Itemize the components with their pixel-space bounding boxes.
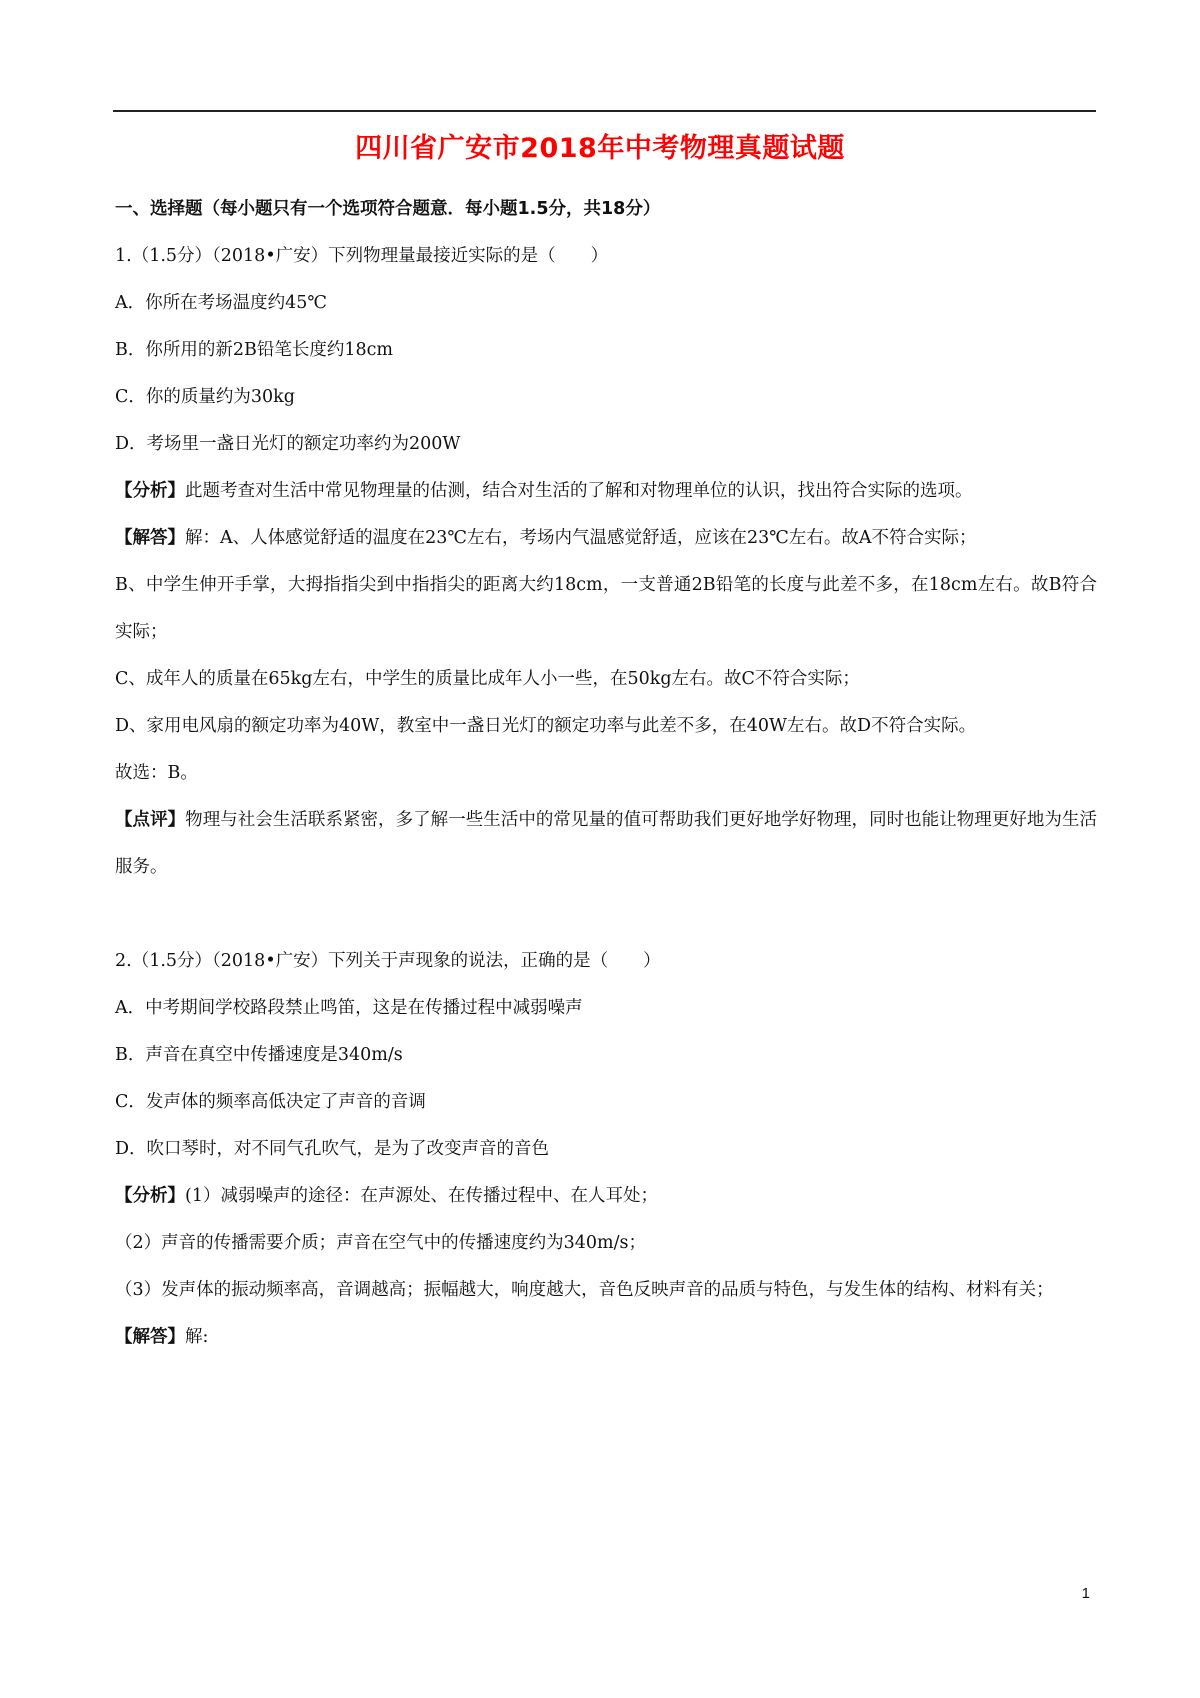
analysis-tag: 【分析】 — [115, 1186, 185, 1206]
answer-text: 解: — [185, 1327, 209, 1347]
answer-tag: 【解答】 — [115, 1327, 185, 1347]
analysis-paragraph: （3）发声体的振动频率高，音调越高；振幅越大，响度越大，音色反映声音的品质与特色，与发生体的结构、材料有关； — [115, 1280, 1054, 1300]
question-stem: 1.（1.5分）（2018•广安）下列物理量最接近实际的是（ ） — [115, 246, 609, 266]
analysis-paragraph — [115, 1173, 1097, 1220]
answer-paragraph: B、中学生伸开手掌，大拇指指尖到中指指尖的距离大约18cm，一支普通2B铅笔的长度与此差不多，在18cm左右。故B符合实际； — [115, 575, 1097, 642]
answer-paragraph: D、家用电风扇的额定功率为40W，教室中一盏日光灯的额定功率与此差不多，在40W左右。故D不符合实际。 — [115, 716, 977, 736]
document-title: 四川省广安市2018年中考物理真题试题 — [355, 133, 845, 164]
page-number: 1 — [1081, 1585, 1090, 1602]
option-d: D．考场里一盏日光灯的额定功率约为200W — [115, 434, 461, 454]
answer-text: 解：A、人体感觉舒适的温度在23℃左右，考场内气温感觉舒适，应该在23℃左右。故A不符合实际； — [185, 528, 977, 548]
spacer — [115, 891, 1097, 938]
option-c: C．发声体的频率高低决定了声音的音调 — [115, 1092, 426, 1112]
option-b: B．声音在真空中传播速度是340m/s — [115, 1045, 403, 1065]
option-a: A．你所在考场温度约45℃ — [115, 293, 327, 313]
analysis-text: 此题考查对生活中常见物理量的估测，结合对生活的了解和对物理单位的认识，找出符合实际的选项。 — [185, 481, 973, 501]
option-c: C．你的质量约为30kg — [115, 387, 295, 407]
document-body — [115, 186, 1097, 1361]
comment-tag: 【点评】 — [115, 810, 186, 830]
option-a: A．中考期间学校路段禁止鸣笛，这是在传播过程中减弱噪声 — [115, 998, 583, 1018]
analysis-paragraph — [115, 468, 1097, 515]
section-heading: 一、选择题（每小题只有一个选项符合题意．每小题1.5分，共18分） — [115, 199, 661, 219]
answer-paragraph — [115, 1314, 1097, 1361]
option-d: D．吹口琴时，对不同气孔吹气，是为了改变声音的音色 — [115, 1139, 550, 1159]
analysis-tag: 【分析】 — [115, 481, 185, 501]
comment-paragraph — [115, 797, 1097, 891]
answer-paragraph — [115, 515, 1097, 562]
answer-tag: 【解答】 — [115, 528, 185, 548]
comment-text: 物理与社会生活联系紧密，多了解一些生活中的常见量的值可帮助我们更好地学好物理，同时也能让物理更好地为生活服务。 — [115, 810, 1098, 877]
analysis-text: (1）减弱噪声的途径：在声源处、在传播过程中、在人耳处； — [185, 1186, 658, 1206]
question-stem: 2.（1.5分）（2018•广安）下列关于声现象的说法，正确的是（ ） — [115, 951, 661, 971]
option-b: B．你所用的新2B铅笔长度约18cm — [115, 340, 394, 360]
header-rule — [113, 110, 1096, 112]
answer-paragraph: C、成年人的质量在65kg左右，中学生的质量比成年人小一些，在50kg左右。故C不符合实际； — [115, 669, 860, 689]
answer-choice: 故选：B。 — [115, 763, 198, 783]
analysis-paragraph: （2）声音的传播需要介质；声音在空气中的传播速度约为340m/s； — [115, 1233, 647, 1253]
